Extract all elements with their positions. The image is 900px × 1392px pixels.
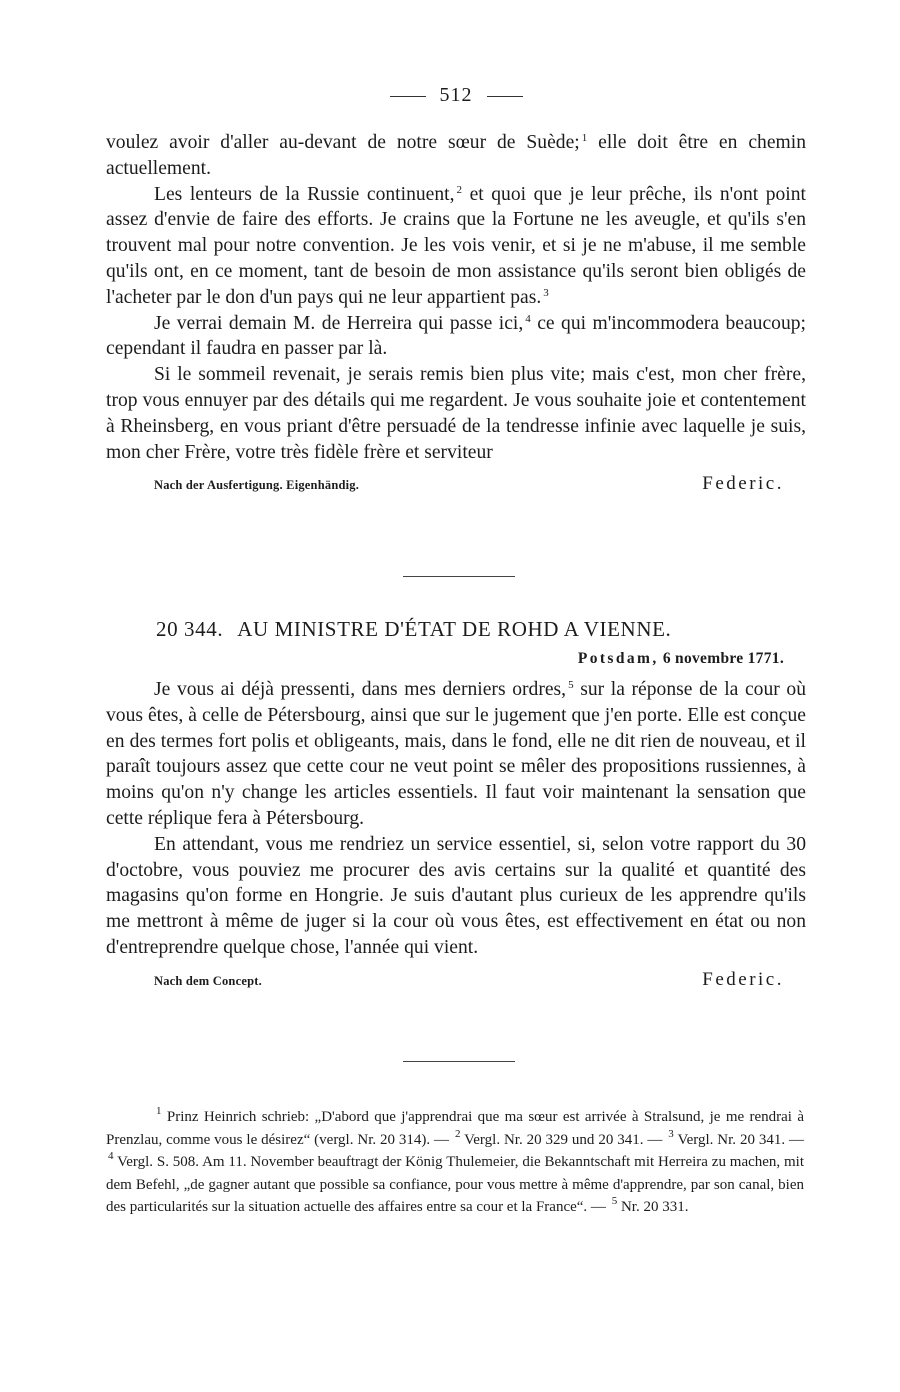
page-number: 512	[439, 84, 473, 106]
source-note: Nach der Ausfertigung. Eigenhändig.	[154, 478, 360, 493]
footnote-text: Vergl. Nr. 20 329 und 20 341. —	[464, 1131, 663, 1148]
dateline-place: Potsdam,	[577, 650, 659, 667]
text-run: voulez avoir d'aller au-devant de notre sœur de Suède;	[106, 132, 580, 153]
text-run: et quoi que je leur prêche, ils n'ont point assez d'envie de faire des efforts. Je crains que la Fortune ne les aveugle, et qu'ils s'en trouvent mal pour notre convention. Je les vois venir, et si je ne m'abuse, il me semble qu'ils ont, en ce moment, tant de besoin de mon assistance qu'ils seront bien obligés de l'acheter par le don d'un pays qui ne leur appartient pas.	[106, 183, 806, 308]
footnote-mark: 4	[525, 312, 531, 325]
text-run: Les lenteurs de la Russie continuent,	[154, 183, 455, 205]
footnote-text: Vergl. Nr. 20 341. —	[677, 1131, 805, 1148]
text-run: ce qui m'incommodera beaucoup; cependant il faudra en passer par là.	[106, 312, 806, 360]
footnote-mark: 1	[581, 132, 588, 144]
text-run: En attendant, vous me rendriez un service essentiel, si, selon votre rapport du 30 d'octobre, vous pouviez me procurer des avis certains sur la qualité et quantité des magasins qu'on forme en Hongrie. Je suis d'autant plus curieux de les apprendre qu'ils me mettront à même de juger si la cour où vous êtes, est effectivement en état ou non d'entreprendre quelque chose, l'année qui vient.	[106, 833, 806, 958]
letter-1-closing	[106, 473, 806, 495]
footnote-mark: 3	[543, 286, 549, 299]
letter-2	[106, 677, 806, 991]
footnote-text: Vergl. S. 508. Am 11. November beauftragt der König Thulemeier, die Bekanntschaft mit Herreira zu machen, mit dem Befehl, „de gagner autant que possible sa confiance, pour vous mettre à même d'apprendre, par son canal, bien des particularités sur la situation actuelle des affaires entre sa cour et la France“. —	[106, 1154, 805, 1216]
text-run: elle doit être en chemin actuellement.	[106, 132, 806, 179]
letter-1-paragraph-1	[106, 130, 806, 182]
letter-1	[106, 130, 806, 495]
page-header	[106, 84, 806, 107]
letter-2-paragraph-1	[106, 677, 806, 832]
signature: Federic.	[702, 968, 784, 990]
footnote-mark: 1	[156, 1105, 162, 1117]
text-run: Si le sommeil revenait, je serais remis bien plus vite; mais c'est, mon cher frère, trop vous ennuyer par des détails qui me regardent. Je vous souhaite joie et contentement à Rheinsberg, en vous priant d'être persuadé de la tendresse infinie avec laquelle je suis, mon cher Frère, votre très fidèle frère et serviteur	[106, 364, 806, 463]
footnote-block	[106, 1106, 804, 1219]
footnote-mark: 4	[108, 1150, 114, 1163]
document-title: AU MINISTRE D'ÉTAT DE ROHD A VIENNE.	[237, 617, 672, 641]
letter-2-paragraph-2	[106, 832, 806, 961]
text-run: Je vous ai déjà pressenti, dans mes derniers ordres,	[154, 679, 567, 700]
header-right-dash	[487, 96, 523, 97]
footnote-text: Prinz Heinrich schrieb: „D'abord que j'apprendrai que ma sœur est arrivée à Stralsund, je me rendrai à Prenzlau, comme vous le désirez“ (vergl. Nr. 20 314). —	[106, 1109, 804, 1148]
footnote-mark: 3	[668, 1127, 674, 1140]
letter-1-paragraph-4	[106, 362, 806, 465]
header-left-dash	[390, 96, 426, 97]
dateline-date: 6 novembre 1771.	[662, 650, 784, 667]
text-run: Je verrai demain M. de Herreira qui passe ici,	[154, 312, 524, 334]
footnote-text: Nr. 20 331.	[620, 1199, 689, 1216]
footnote-mark: 2	[456, 183, 463, 196]
footnote-mark: 2	[454, 1127, 461, 1140]
footnote-divider	[403, 1061, 515, 1062]
letter-1-paragraph-3	[106, 311, 806, 363]
letter-2-heading	[156, 617, 671, 642]
document-number: 20 344.	[156, 617, 224, 641]
letter-2-closing	[106, 969, 806, 991]
source-note: Nach dem Concept.	[154, 973, 262, 988]
dateline	[578, 650, 784, 668]
text-run: sur la réponse de la cour où vous êtes, à celle de Pétersbourg, ainsi que sur le jugement que j'en porte. Elle est conçue en des termes fort polis et obligeants, mais, dans le fond, elle ne dit rien de nouveau, et il paraît toujours assez que cette cour ne veut point se mêler des propositions russiennes, à moins qu'on n'y change les articles essentiels. Il faut voir maintenant la sensation que cette réplique fera à Pétersbourg.	[106, 679, 806, 829]
signature: Federic.	[702, 473, 784, 495]
footnote-mark: 5	[568, 679, 574, 691]
letter-1-paragraph-2	[106, 182, 806, 311]
footnote-mark: 5	[611, 1195, 618, 1208]
footnotes	[106, 1106, 804, 1219]
section-divider	[403, 576, 515, 577]
